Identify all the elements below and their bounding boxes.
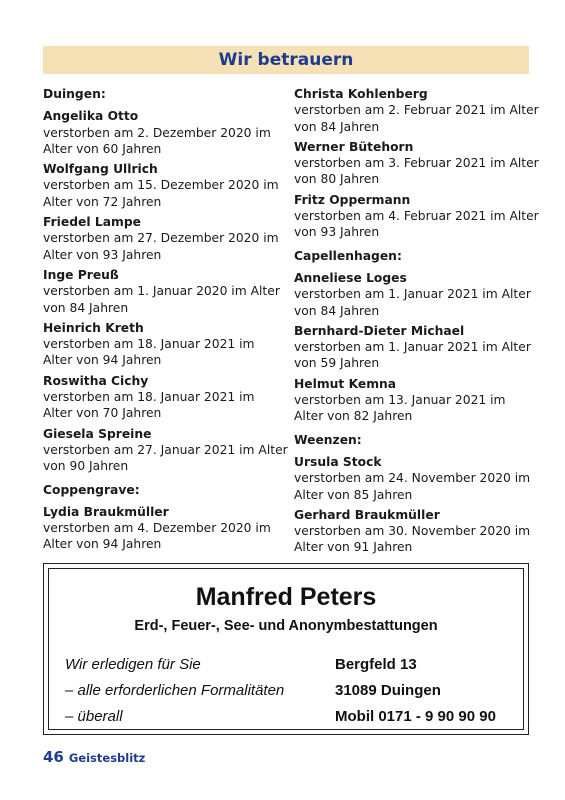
death-details: Alter von 60 Jahren bbox=[43, 141, 162, 156]
ad-company-name: Manfred Peters bbox=[195, 583, 377, 611]
place-heading: Duingen: bbox=[43, 87, 106, 101]
deceased-name: Christa Kohlenberg bbox=[294, 87, 428, 101]
death-details: verstorben am 2. Dezember 2020 im bbox=[43, 125, 271, 140]
ad-offer-line: – alle erforderlichen Formalitäten bbox=[65, 682, 285, 699]
death-details: Alter von 82 Jahren bbox=[294, 409, 413, 424]
place-heading: Weenzen: bbox=[294, 432, 362, 447]
death-details: verstorben am 1. Januar 2020 im Alter bbox=[43, 284, 280, 299]
obituary-entry bbox=[43, 267, 288, 316]
death-details: von 80 Jahren bbox=[294, 172, 380, 187]
deceased-name: Wolfgang Ullrich bbox=[43, 162, 158, 177]
death-details: von 59 Jahren bbox=[294, 356, 380, 371]
section-title: Wir betrauern bbox=[218, 50, 354, 70]
ad-contact-block bbox=[335, 652, 496, 730]
death-details: verstorben am 18. Januar 2021 im bbox=[43, 390, 255, 405]
deceased-name: Werner Bütehorn bbox=[294, 139, 414, 154]
death-details: verstorben am 27. Januar 2021 im Alter bbox=[43, 442, 288, 457]
ad-address-street: Bergfeld 13 bbox=[335, 656, 417, 673]
obituary-entry bbox=[43, 214, 288, 263]
death-details: Alter von 93 Jahren bbox=[43, 247, 162, 262]
section-banner bbox=[43, 46, 529, 74]
deceased-name: Inge Preuß bbox=[43, 267, 119, 282]
place-heading: Capellenhagen: bbox=[294, 248, 402, 263]
obituary-entry bbox=[43, 426, 288, 475]
deceased-name: Fritz Oppermann bbox=[294, 192, 411, 207]
place-heading: Coppengrave: bbox=[43, 482, 140, 497]
advertisement-inner-frame bbox=[48, 568, 524, 730]
death-details: verstorben am 1. Januar 2021 im Alter bbox=[294, 287, 531, 302]
obituary-entry bbox=[43, 320, 288, 369]
deceased-name: Friedel Lampe bbox=[43, 215, 141, 230]
deceased-name: Roswitha Cichy bbox=[43, 373, 149, 388]
deceased-name: Heinrich Kreth bbox=[43, 320, 144, 335]
death-details: verstorben am 24. November 2020 im bbox=[294, 471, 531, 486]
obituary-entry bbox=[294, 376, 539, 425]
obituary-entry bbox=[294, 192, 539, 241]
obituary-entry bbox=[294, 507, 539, 556]
magazine-name: Geistesblitz bbox=[68, 751, 146, 765]
death-details: verstorben am 4. Dezember 2020 im bbox=[43, 521, 271, 536]
death-details: von 93 Jahren bbox=[294, 225, 380, 240]
death-details: von 90 Jahren bbox=[43, 459, 129, 474]
deceased-name: Helmut Kemna bbox=[294, 376, 397, 391]
deceased-name: Bernhard-Dieter Michael bbox=[294, 323, 465, 338]
death-details: Alter von 72 Jahren bbox=[43, 194, 162, 209]
ad-phone: Mobil 0171 - 9 90 90 90 bbox=[335, 708, 496, 725]
page-number: 46 bbox=[43, 748, 64, 766]
death-details: verstorben am 3. Februar 2021 im Alter bbox=[294, 156, 539, 171]
obituary-entry bbox=[43, 108, 288, 157]
obituary-entry bbox=[294, 86, 539, 135]
ad-services: Erd-, Feuer-, See- und Anonymbestattungen bbox=[134, 618, 438, 634]
death-details: verstorben am 15. Dezember 2020 im bbox=[43, 178, 279, 193]
ad-offer-line: Wir erledigen für Sie bbox=[65, 656, 201, 673]
death-details: von 84 Jahren bbox=[294, 303, 380, 318]
death-details: Alter von 70 Jahren bbox=[43, 406, 162, 421]
obituary-entry bbox=[294, 454, 539, 503]
left-column bbox=[43, 86, 288, 557]
ad-offer-line: – überall bbox=[65, 708, 123, 725]
death-details: verstorben am 4. Februar 2021 im Alter bbox=[294, 209, 539, 224]
death-details: von 84 Jahren bbox=[43, 300, 129, 315]
death-details: Alter von 94 Jahren bbox=[43, 353, 162, 368]
deceased-name: Gerhard Braukmüller bbox=[294, 507, 440, 522]
obituary-entry bbox=[43, 504, 288, 553]
death-details: verstorben am 27. Dezember 2020 im bbox=[43, 231, 279, 246]
obituary-entry bbox=[43, 373, 288, 422]
death-details: Alter von 94 Jahren bbox=[43, 537, 162, 552]
ad-address-city: 31089 Duingen bbox=[335, 682, 441, 699]
deceased-name: Giesela Spreine bbox=[43, 426, 152, 441]
obituary-entry bbox=[294, 270, 539, 319]
death-details: Alter von 85 Jahren bbox=[294, 487, 413, 502]
death-details: verstorben am 1. Januar 2021 im Alter bbox=[294, 340, 531, 355]
death-details: Alter von 91 Jahren bbox=[294, 540, 413, 555]
death-details: verstorben am 30. November 2020 im bbox=[294, 524, 531, 539]
obituary-entry bbox=[294, 323, 539, 372]
obituary-entry bbox=[43, 161, 288, 210]
deceased-name: Angelika Otto bbox=[43, 109, 139, 124]
death-details: verstorben am 18. Januar 2021 im bbox=[43, 337, 255, 352]
deceased-name: Lydia Braukmüller bbox=[43, 504, 169, 519]
death-details: verstorben am 2. Februar 2021 im Alter bbox=[294, 103, 539, 118]
death-details: verstorben am 13. Januar 2021 im bbox=[294, 393, 506, 408]
page-footer bbox=[43, 748, 145, 766]
deceased-name: Anneliese Loges bbox=[294, 270, 407, 285]
right-column bbox=[294, 86, 539, 560]
ad-offer-text bbox=[65, 652, 284, 730]
advertisement-box bbox=[43, 563, 529, 735]
obituary-entry bbox=[294, 139, 539, 188]
death-details: von 84 Jahren bbox=[294, 119, 380, 134]
deceased-name: Ursula Stock bbox=[294, 454, 382, 469]
